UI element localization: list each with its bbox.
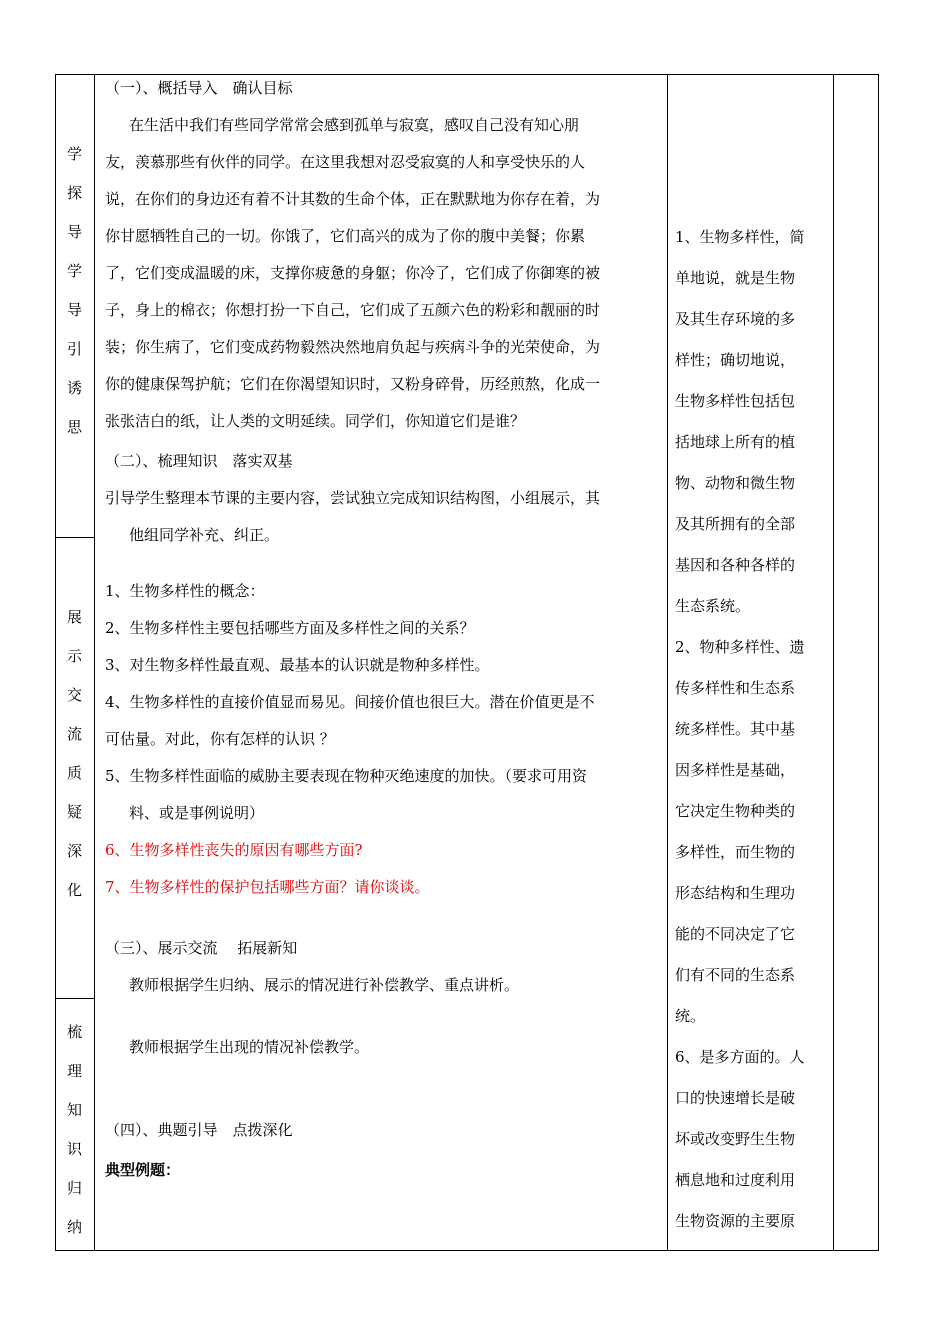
intro-line: 了，它们变成温暖的床，支撑你疲惫的身躯；你冷了，它们成了你御寒的被 <box>105 264 601 282</box>
answer-line: 口的快速增长是破 <box>675 1089 796 1107</box>
answer-line: 统多样性。其中基 <box>675 720 796 738</box>
heading-4: （四）、典题引导 点拨深化 <box>105 1121 293 1139</box>
label-section-1: 学 探 导 学 导 引 诱 思 <box>66 145 82 436</box>
question-2: 2、生物多样性主要包括哪些方面及多样性之间的关系？ <box>105 619 475 637</box>
heading-3: （三）、展示交流 拓展新知 <box>105 939 298 957</box>
answer-line: 能的不同决定了它 <box>675 925 796 943</box>
answer-line: 统。 <box>675 1007 706 1025</box>
intro-line: 装；你生病了，它们变成药物毅然决然地肩负起与疾病斗争的光荣使命，为 <box>105 338 601 356</box>
question-1: 1、生物多样性的概念： <box>105 582 265 600</box>
question-7: 7、生物多样性的保护包括哪些方面？请你谈谈。 <box>105 878 430 896</box>
answer-line: 及其所拥有的全部 <box>675 515 796 533</box>
question-6: 6、生物多样性丧失的原因有哪些方面? <box>105 841 363 859</box>
answer-line: 生物多样性包括包 <box>675 392 796 410</box>
example-label: 典型例题： <box>105 1161 181 1179</box>
answer-line: 生态系统。 <box>675 597 751 615</box>
answer-notes <box>675 217 825 1242</box>
intro-line: 子，身上的棉衣；你想打扮一下自己，它们成了五颜六色的粉彩和靓丽的时 <box>105 301 601 319</box>
answer-line: 形态结构和生理功 <box>675 884 796 902</box>
answer-line: 物、动物和微生物 <box>675 474 796 492</box>
answer-line: 多样性，而生物的 <box>675 843 796 861</box>
intro-line: 张张洁白的纸，让人类的文明延续。同学们，你知道它们是谁？ <box>105 412 526 430</box>
label-section-2: 展 示 交 流 质 疑 深 化 <box>66 608 82 899</box>
column-divider-1 <box>94 74 95 1251</box>
teacher-note-1: 教师根据学生归纳、展示的情况进行补偿教学、重点讲析。 <box>129 976 520 994</box>
answer-line: 括地球上所有的植 <box>675 433 796 451</box>
answer-line: 生物资源的主要原 <box>675 1212 796 1230</box>
answer-line: 因多样性是基础， <box>675 761 796 779</box>
question-5: 5、生物多样性面临的威胁主要表现在物种灭绝速度的加快。（要求可用资 <box>105 767 588 785</box>
answer-line: 传多样性和生态系 <box>675 679 796 697</box>
answer-line: 单地说，就是生物 <box>675 269 796 287</box>
intro-line: 说，在你们的身边还有着不计其数的生命个体，正在默默地为你存在着，为 <box>105 190 601 208</box>
question-5-cont: 料、或是事例说明） <box>129 804 265 822</box>
column-divider-3 <box>833 74 834 1251</box>
teacher-note-2: 教师根据学生出现的情况补偿教学。 <box>129 1038 370 1056</box>
answer-line: 它决定生物种类的 <box>675 802 796 820</box>
answer-line: 基因和各种各样的 <box>675 556 796 574</box>
guide-text: 引导学生整理本节课的主要内容，尝试独立完成知识结构图，小组展示，其 <box>105 489 601 507</box>
answer-line: 1、生物多样性，简 <box>675 228 805 246</box>
question-4-cont: 可估量。对此，你有怎样的认识 ？ <box>105 730 335 748</box>
row-divider-1 <box>55 537 94 538</box>
intro-line: 友，羡慕那些有伙伴的同学。在这里我想对忍受寂寞的人和享受快乐的人 <box>105 153 586 171</box>
question-4: 4、生物多样性的直接价值显而易见。间接价值也很巨大。潜在价值更是不 <box>105 693 595 711</box>
label-section-3: 梳 理 知 识 归 纳 <box>66 1023 82 1236</box>
answer-line: 们有不同的生态系 <box>675 966 796 984</box>
answer-line: 及其生存环境的多 <box>675 310 796 328</box>
answer-line: 样性；确切地说， <box>675 351 796 369</box>
intro-line: 在生活中我们有些同学常常会感到孤单与寂寞，感叹自己没有知心朋 <box>129 116 580 134</box>
answer-line: 2、物种多样性、遗 <box>675 638 805 656</box>
answer-line: 坏或改变野生生物 <box>675 1130 796 1148</box>
guide-text: 他组同学补充、纠正。 <box>129 526 280 544</box>
question-3: 3、对生物多样性最直观、最基本的认识就是物种多样性。 <box>105 656 490 674</box>
answer-line: 6、是多方面的。人 <box>675 1048 805 1066</box>
column-divider-2 <box>667 74 668 1251</box>
heading-1: （一）、概括导入 确认目标 <box>105 79 293 97</box>
row-divider-2 <box>55 998 94 999</box>
intro-line: 你甘愿牺牲自己的一切。你饿了，它们高兴的成为了你的腹中美餐；你累 <box>105 227 586 245</box>
heading-2: （二）、梳理知识 落实双基 <box>105 452 293 470</box>
intro-line: 你的健康保驾护航；它们在你渴望知识时，又粉身碎骨，历经煎熬，化成一 <box>105 375 601 393</box>
answer-line: 栖息地和过度利用 <box>675 1171 796 1189</box>
